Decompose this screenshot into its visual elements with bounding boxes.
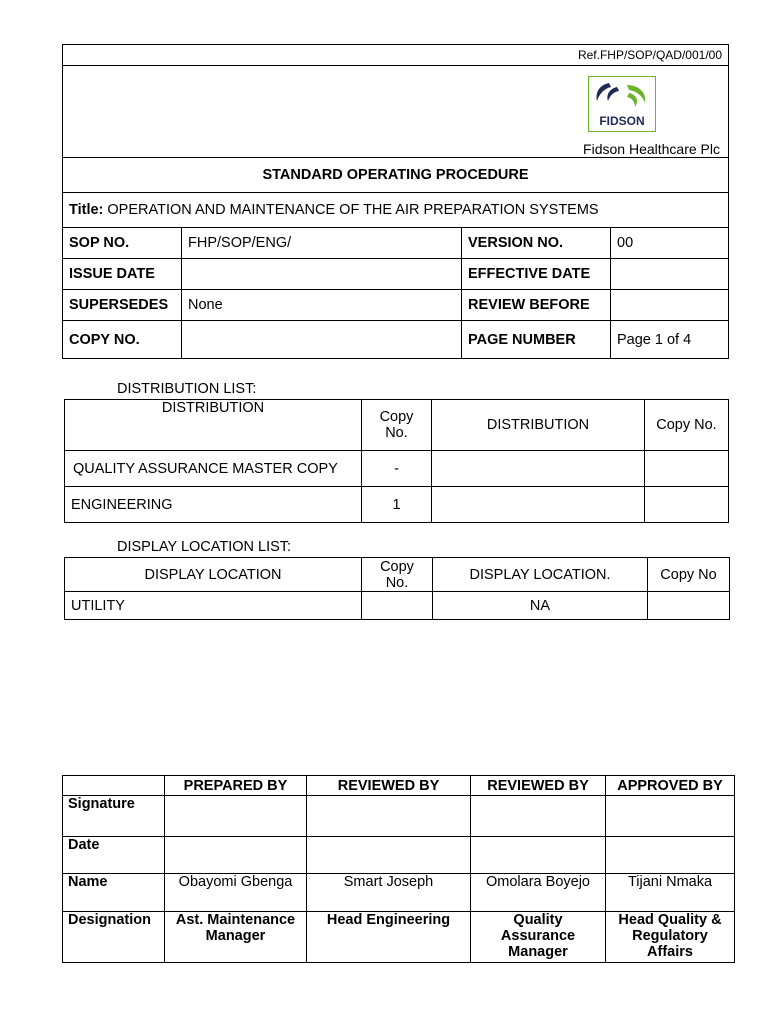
- copy-cell: [645, 487, 729, 523]
- signature-cell: [606, 796, 735, 837]
- designation-cell: Quality Assurance Manager: [471, 912, 606, 963]
- title-cell: [63, 193, 729, 228]
- fidson-logo: [588, 76, 656, 132]
- issue-date-value: [182, 259, 462, 290]
- display-location-header: DISPLAY LOCATION: [65, 558, 362, 592]
- date-cell: [165, 837, 307, 874]
- name-label: Name: [63, 874, 165, 912]
- page-number-value: Page 1 of 4: [611, 321, 729, 359]
- distribution-cell: [432, 487, 645, 523]
- supersedes-value: None: [182, 290, 462, 321]
- reviewed-by-header: REVIEWED BY: [307, 776, 471, 796]
- name-cell: Obayomi Gbenga: [165, 874, 307, 912]
- copy-no-value: [182, 321, 462, 359]
- display-location-table: [64, 557, 730, 620]
- version-value: 00: [611, 228, 729, 259]
- display-location-caption: DISPLAY LOCATION LIST:: [117, 539, 292, 555]
- title-label: Title:: [69, 202, 104, 218]
- copy-cell: -: [362, 451, 432, 487]
- effective-date-label: EFFECTIVE DATE: [462, 259, 611, 290]
- date-row: [63, 837, 735, 874]
- document-type: STANDARD OPERATING PROCEDURE: [63, 158, 729, 193]
- designation-cell: Ast. Maintenance Manager: [165, 912, 307, 963]
- sop-no-value: FHP/SOP/ENG/: [182, 228, 462, 259]
- location-cell: NA: [433, 592, 648, 620]
- approval-table: [62, 775, 735, 963]
- distribution-cell: [432, 451, 645, 487]
- table-row: [65, 592, 730, 620]
- copy-no-header: Copy No.: [362, 400, 432, 451]
- name-cell: Omolara Boyejo: [471, 874, 606, 912]
- designation-row: [63, 912, 735, 963]
- name-cell: Smart Joseph: [307, 874, 471, 912]
- copy-cell: [362, 592, 433, 620]
- logo-text: FIDSON: [599, 114, 645, 128]
- designation-cell: Head Engineering: [307, 912, 471, 963]
- supersedes-label: SUPERSEDES: [63, 290, 182, 321]
- review-before-label: REVIEW BEFORE: [462, 290, 611, 321]
- corner-cell: [63, 776, 165, 796]
- signature-row: [63, 796, 735, 837]
- date-cell: [606, 837, 735, 874]
- name-cell: Tijani Nmaka: [606, 874, 735, 912]
- approved-by-header: APPROVED BY: [606, 776, 735, 796]
- copy-cell: 1: [362, 487, 432, 523]
- display-location-header: DISPLAY LOCATION.: [433, 558, 648, 592]
- reference-number: Ref.FHP/SOP/QAD/001/00: [63, 45, 729, 66]
- sop-header-table: [62, 44, 729, 359]
- issue-date-label: ISSUE DATE: [63, 259, 182, 290]
- date-label: Date: [63, 837, 165, 874]
- table-row: [65, 487, 729, 523]
- name-row: [63, 874, 735, 912]
- copy-cell: [648, 592, 730, 620]
- copy-no-header: Copy No.: [645, 400, 729, 451]
- reviewed-by-header: REVIEWED BY: [471, 776, 606, 796]
- signature-label: Signature: [63, 796, 165, 837]
- prepared-by-header: PREPARED BY: [165, 776, 307, 796]
- designation-cell: Head Quality & Regulatory Affairs: [606, 912, 735, 963]
- designation-label: Designation: [63, 912, 165, 963]
- signature-cell: [471, 796, 606, 837]
- distribution-cell: ENGINEERING: [65, 487, 362, 523]
- distribution-header: DISTRIBUTION: [65, 400, 362, 451]
- copy-no-header: Copy No: [648, 558, 730, 592]
- location-cell: UTILITY: [65, 592, 362, 620]
- signature-cell: [165, 796, 307, 837]
- version-label: VERSION NO.: [462, 228, 611, 259]
- distribution-table: [64, 399, 729, 523]
- distribution-cell: QUALITY ASSURANCE MASTER COPY: [65, 451, 362, 487]
- table-row: [65, 451, 729, 487]
- effective-date-value: [611, 259, 729, 290]
- copy-cell: [645, 451, 729, 487]
- date-cell: [471, 837, 606, 874]
- review-before-value: [611, 290, 729, 321]
- fidson-logo-icon: [589, 77, 655, 117]
- company-name: Fidson Healthcare Plc: [583, 141, 720, 157]
- title-value: OPERATION AND MAINTENANCE OF THE AIR PREPARATION SYSTEMS: [107, 202, 599, 218]
- sop-no-label: SOP NO.: [63, 228, 182, 259]
- logo-area: [63, 66, 729, 158]
- date-cell: [307, 837, 471, 874]
- distribution-header: DISTRIBUTION: [432, 400, 645, 451]
- signature-cell: [307, 796, 471, 837]
- copy-no-label: COPY NO.: [63, 321, 182, 359]
- page-number-label: PAGE NUMBER: [462, 321, 611, 359]
- copy-no-header: Copy No.: [362, 558, 433, 592]
- distribution-caption: DISTRIBUTION LIST:: [117, 381, 257, 397]
